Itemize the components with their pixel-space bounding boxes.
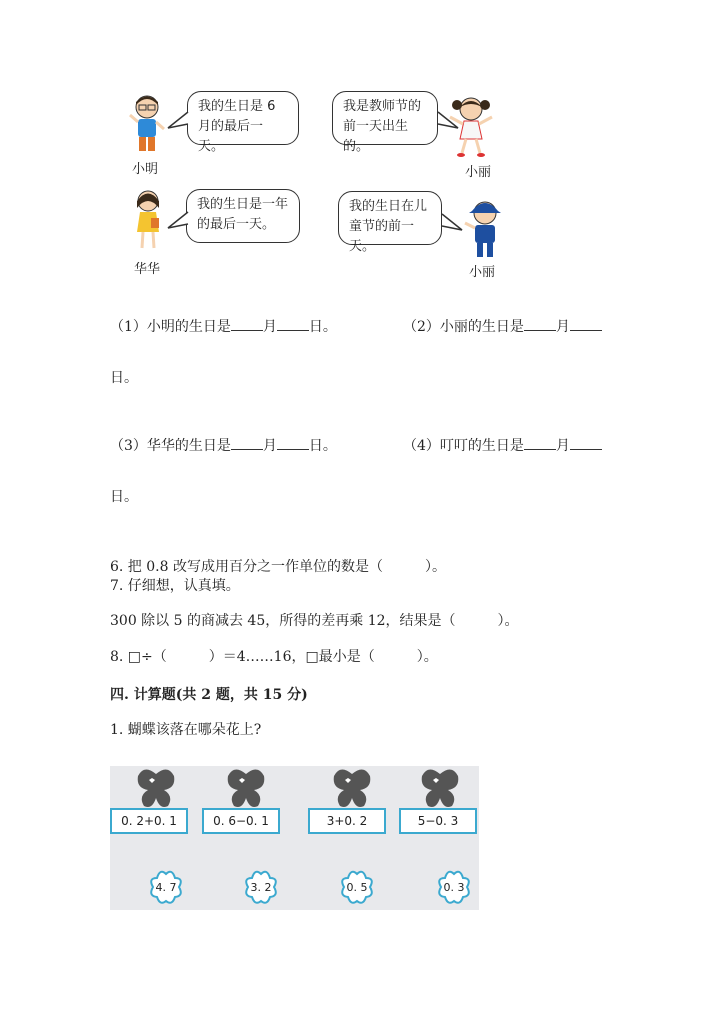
answer-blank[interactable] (231, 435, 263, 450)
bubble-tail (166, 110, 190, 132)
month-label: 月 (555, 438, 570, 454)
question-text: （4）叮叮的生日是 (403, 438, 524, 454)
flower[interactable] (436, 870, 472, 906)
answer-blank[interactable] (570, 316, 602, 331)
butterfly-icon (224, 766, 268, 810)
kid-figure-huahua (131, 188, 165, 256)
kid-figure-xiaoming (127, 93, 167, 159)
question-2-continued (110, 367, 138, 387)
speech-bubble (186, 189, 300, 243)
speaker-name: 小明 (132, 162, 159, 177)
flower[interactable] (243, 870, 279, 906)
question-8: 8. □÷（ ）＝4……16，□最小是（ ）。 (110, 649, 438, 665)
speech-bubble (332, 91, 438, 154)
answer-blank[interactable] (524, 435, 556, 450)
flower-value: 0. 3 (443, 881, 465, 894)
expression-box: 3+0. 2 (308, 808, 386, 834)
butterfly-icon (330, 766, 374, 810)
question-4-continued (110, 486, 138, 506)
question-2 (403, 316, 602, 336)
question-4 (403, 435, 602, 455)
butterfly-puzzle (110, 766, 479, 910)
day-label: 日。 (308, 319, 337, 335)
flower-value: 4. 7 (155, 881, 177, 894)
question-7-body: 300 除以 5 的商减去 45，所得的差再乘 12，结果是（ ）。 (110, 613, 519, 629)
day-label: 日。 (110, 489, 138, 505)
question-6: 6. 把 0.8 改写成用百分之一作单位的数是（ ）。 (110, 559, 446, 575)
question-text: （3）华华的生日是 (110, 438, 231, 454)
flower-value: 3. 2 (250, 881, 272, 894)
question-1 (110, 316, 337, 336)
answer-blank[interactable] (524, 316, 556, 331)
month-label: 月 (555, 319, 570, 335)
speech-text: 我是教师节的前一天出生的。 (343, 99, 422, 154)
butterfly-icon (418, 766, 462, 810)
month-label: 月 (262, 319, 277, 335)
question-text: （2）小丽的生日是 (403, 319, 524, 335)
speech-bubble (187, 91, 299, 154)
question-7: 7. 仔细想，认真填。 (110, 578, 240, 594)
speaker-name: 小丽 (469, 265, 496, 280)
kid-figure-xiaoli-2 (463, 197, 507, 265)
answer-blank[interactable] (570, 435, 602, 450)
flower[interactable] (148, 870, 184, 906)
expression-box: 5−0. 3 (399, 808, 477, 834)
speaker-name: 华华 (134, 262, 161, 277)
answer-blank[interactable] (231, 316, 263, 331)
section-heading: 四. 计算题(共 2 题，共 15 分) (110, 687, 308, 703)
speech-text: 我的生日是 6 月的最后一天。 (198, 99, 276, 154)
speech-bubble (338, 191, 442, 254)
kid-figure-xiaoli (446, 93, 496, 163)
speech-text: 我的生日在儿童节的前一天。 (349, 199, 428, 254)
question-3 (110, 435, 337, 455)
flower[interactable] (339, 870, 375, 906)
speech-text: 我的生日是一年的最后一天。 (197, 197, 289, 232)
butterfly-icon (134, 766, 178, 810)
answer-blank[interactable] (277, 435, 309, 450)
flower-value: 0. 5 (346, 881, 368, 894)
answer-blank[interactable] (277, 316, 309, 331)
day-label: 日。 (308, 438, 337, 454)
speaker-name: 小丽 (465, 165, 492, 180)
expression-box: 0. 2+0. 1 (110, 808, 188, 834)
expression-box: 0. 6−0. 1 (202, 808, 280, 834)
bubble-tail (166, 210, 190, 232)
question-text: （1）小明的生日是 (110, 319, 231, 335)
day-label: 日。 (110, 370, 138, 386)
month-label: 月 (262, 438, 277, 454)
section-question-1: 1. 蝴蝶该落在哪朵花上? (110, 722, 262, 738)
bubble-tail (440, 212, 464, 234)
